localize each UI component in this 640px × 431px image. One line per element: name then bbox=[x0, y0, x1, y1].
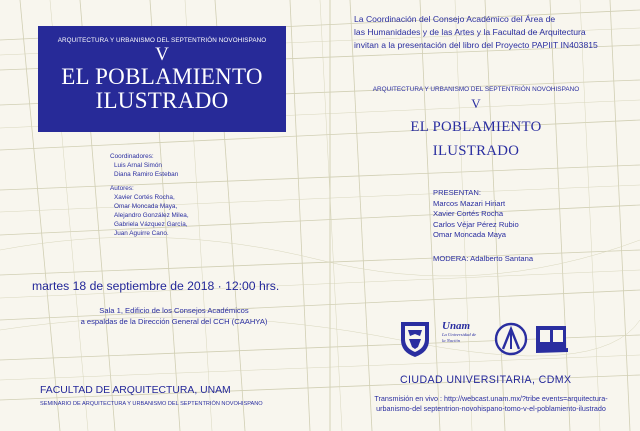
autor-name: Gabriela Vázquez García, bbox=[114, 221, 188, 228]
unam-cultura-sub: La Universidad de la Nación bbox=[442, 332, 477, 343]
unam-shield-icon bbox=[398, 320, 432, 358]
book-title-box bbox=[38, 26, 286, 132]
autor-name: Juan Aguirre Cano. bbox=[114, 230, 169, 237]
arquitectura-logo-icon bbox=[494, 322, 528, 356]
autor-name: Xavier Cortés Rocha, bbox=[114, 194, 175, 201]
facultad-name: FACULTAD DE ARQUITECTURA, UNAM bbox=[40, 385, 231, 396]
invite-line: invitan a la presentación del libro del Proyecto PAPIIT IN403815 bbox=[354, 40, 598, 50]
venue-block bbox=[44, 305, 304, 327]
book-title-line1: EL POBLAMIENTO bbox=[61, 64, 263, 89]
unam-cultura-word: Unam bbox=[442, 320, 471, 332]
series-title-right: ARQUITECTURA Y URBANISMO DEL SEPTENTRIÓN NOVOHISPANO bbox=[372, 86, 580, 93]
livestream-info bbox=[356, 394, 626, 414]
autor-name: Omar Moncada Maya, bbox=[114, 203, 178, 210]
autor-name: Alejandro González Milea, bbox=[114, 212, 189, 219]
book-title-line2: ILUSTRADO bbox=[95, 88, 229, 113]
presentan-block bbox=[433, 188, 519, 241]
book-title-right-line1: EL POBLAMIENTO bbox=[410, 119, 542, 135]
coordinadores-heading: Coordinadores: bbox=[110, 153, 154, 160]
presenter-name: Omar Moncada Maya bbox=[433, 230, 507, 239]
livestream-line: urbanismo-del septentrion-novohispano-tomo-v-el-poblamiento-ilustrado bbox=[376, 404, 606, 413]
volume-number-right: V bbox=[471, 96, 481, 111]
book-title-right-line2: ILUSTRADO bbox=[432, 143, 520, 159]
invitation-text bbox=[354, 13, 614, 52]
presenter-name: Marcos Mazari Hiriart bbox=[433, 198, 506, 208]
invite-line: La Coordinación del Consejo Académico del Área de bbox=[354, 14, 556, 24]
seminario-name: SEMINARIO DE ARQUITECTURA Y URBANISMO DEL SEPTENTRIÓN NOVOHISPANO bbox=[40, 401, 263, 407]
ciudad-universitaria: CIUDAD UNIVERSITARIA, CDMX bbox=[400, 374, 572, 386]
coordinador-name: Diana Ramiro Esteban bbox=[114, 171, 179, 178]
logos-row bbox=[398, 318, 570, 360]
autores-heading: Autores: bbox=[110, 185, 134, 192]
autores-block bbox=[110, 184, 189, 238]
presenter-name: Carlos Véjar Pérez Rubio bbox=[433, 219, 519, 229]
venue-line: Sala 1, Edificio de los Consejos Académicos bbox=[99, 306, 249, 315]
invite-line: las Humanidades y de las Artes y la Facultad de Arquitectura bbox=[354, 27, 586, 37]
venue-line: a espaldas de la Dirección General del CCH (CAAHYA) bbox=[80, 317, 268, 326]
event-date-time: martes 18 de septiembre de 2018 · 12:00 hrs. bbox=[32, 279, 280, 293]
papiit-logo-icon bbox=[534, 322, 570, 354]
coordinador-name: Luis Arnal Simón bbox=[114, 162, 162, 169]
presentan-heading: PRESENTAN: bbox=[433, 188, 481, 197]
moderator: MODERA: Adalberto Santana bbox=[433, 254, 534, 263]
coordinadores-block bbox=[110, 152, 178, 179]
series-title: ARQUITECTURA Y URBANISMO DEL SEPTENTRIÓN NOVOHISPANO bbox=[57, 37, 267, 44]
presenter-name: Xavier Cortés Rocha bbox=[433, 209, 504, 218]
unam-cultura-logo bbox=[442, 320, 482, 358]
livestream-line: Transmisión en vivo : http://webcast.unam.mx/?tribe events=arquitectura- bbox=[374, 394, 608, 403]
volume-number: V bbox=[155, 44, 169, 65]
